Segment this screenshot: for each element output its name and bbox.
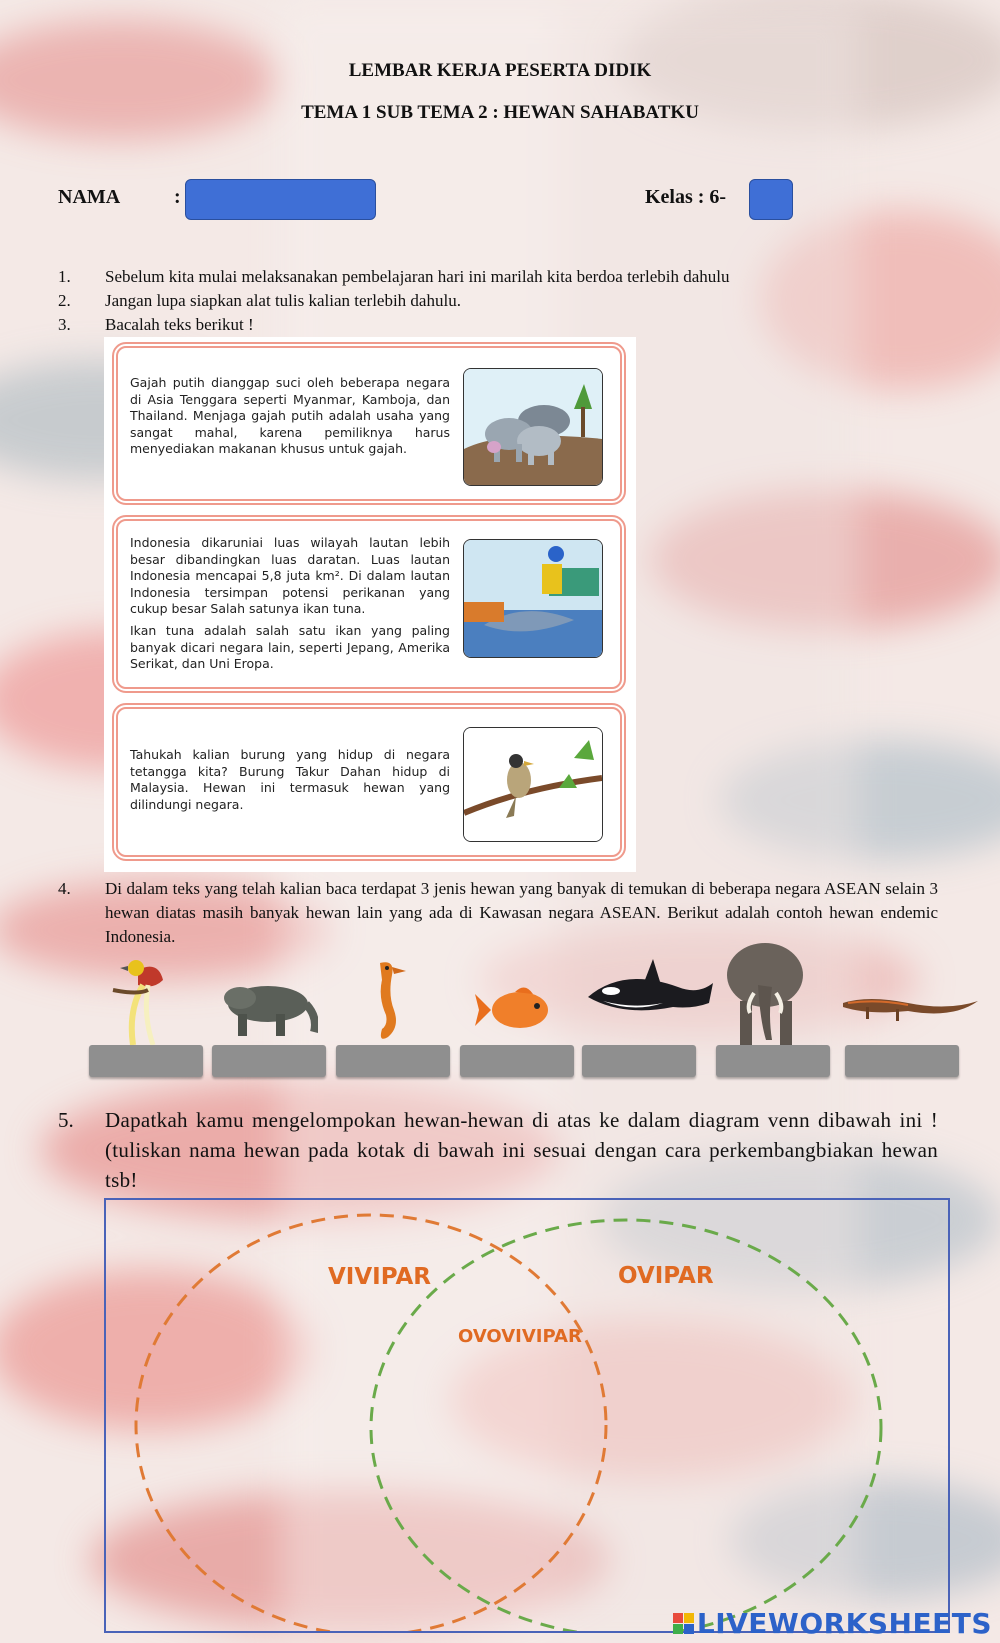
question-5-text: Dapatkah kamu mengelompokan hewan-hewan di atas ke dalam diagram venn dibawah ini ! (tuliskan nama hewan pada kotak di bawah ini sesuai dengan cara perkembangbiakan hewan tsb! <box>105 1108 938 1192</box>
answer-box-3[interactable] <box>336 1045 450 1077</box>
bird-of-paradise-icon <box>108 950 178 1045</box>
question-number: 5. <box>58 1108 74 1132</box>
hornbill-bird-illustration <box>463 727 603 842</box>
name-input[interactable] <box>185 179 376 220</box>
orca-icon <box>583 957 718 1029</box>
vivipar-label: VIVIPAR <box>328 1264 431 1290</box>
venn-diagram <box>104 1198 950 1633</box>
class-input[interactable] <box>749 179 793 220</box>
passage-card-tuna <box>112 515 626 693</box>
ovovivipar-label: OVOVIVIPAR <box>458 1326 582 1347</box>
lizard-icon <box>838 985 983 1025</box>
worksheet-subtitle: TEMA 1 SUB TEMA 2 : HEWAN SAHABATKU <box>301 102 699 123</box>
goldfish-icon <box>475 982 563 1037</box>
seahorse-icon <box>360 955 415 1045</box>
question-text: Di dalam teks yang telah kalian baca terdapat 3 jenis hewan yang banyak di temukan di beberapa negara ASEAN selain 3 hewan diatas masih banyak hewan lain yang ada di Kawasan negara ASEAN. Berikut adalah contoh hewan endemic Indonesia. <box>105 879 938 946</box>
answer-box-7[interactable] <box>845 1045 959 1077</box>
name-label: NAMA <box>58 186 121 208</box>
liveworksheets-logo <box>673 1606 992 1640</box>
instruction-list <box>0 265 1000 340</box>
question-number: 4. <box>58 879 71 898</box>
answer-box-6[interactable] <box>716 1045 830 1077</box>
elephant-illustration <box>463 368 603 486</box>
instruction-number: 3. <box>58 315 71 334</box>
passage-text: Tahukah kalian burung yang hidup di negara tetangga kita? Burung Takur Dahan hidup di Malaysia. Hewan ini termasuk hewan yang dilindungi negara. <box>130 747 450 812</box>
answer-box-1[interactable] <box>89 1045 203 1077</box>
logo-icon <box>673 1613 694 1634</box>
instruction-text: Jangan lupa siapkan alat tulis kalian terlebih dahulu. <box>105 291 461 310</box>
instruction-text: Bacalah teks berikut ! <box>105 315 254 334</box>
komodo-dragon-icon <box>218 972 318 1040</box>
worksheet-title: LEMBAR KERJA PESERTA DIDIK <box>348 60 652 81</box>
fisherman-illustration <box>463 539 603 658</box>
question-4 <box>0 877 1000 952</box>
class-label: Kelas : 6- <box>645 186 727 208</box>
answer-box-5[interactable] <box>582 1045 696 1077</box>
answer-box-4[interactable] <box>460 1045 574 1077</box>
passage-text: Gajah putih dianggap suci oleh beberapa negara di Asia Tenggara seperti Myanmar, Kamboja, dan Thailand. Menjaga gajah putih adalah usaha yang sangat mahal, karena pemiliknya harus menyediakan makanan khusus untuk gajah. <box>130 375 450 456</box>
passage-card-bird <box>112 703 626 861</box>
name-colon: : <box>174 186 181 208</box>
passage-text-2: Ikan tuna adalah salah satu ikan yang paling banyak dicari negara lain, seperti Jepang, Amerika Serikat, dan Uni Eropa. <box>130 623 450 671</box>
instruction-text: Sebelum kita mulai melaksanakan pembelajaran hari ini marilah kita berdoa terlebih dahulu <box>105 267 730 286</box>
instruction-number: 1. <box>58 267 71 286</box>
instruction-number: 2. <box>58 291 71 310</box>
passage-card-elephant <box>112 342 626 505</box>
passage-text: Indonesia dikaruniai luas wilayah lautan lebih besar dibandingkan luas daratan. Luas lautan Indonesia mencapai 5,8 juta km². Di dalam lautan Indonesia tersimpan potensi perikanan yang cukup besar Salah satunya ikan tuna. <box>130 535 450 616</box>
answer-box-2[interactable] <box>212 1045 326 1077</box>
ovipar-label: OVIPAR <box>618 1263 714 1289</box>
elephant-icon <box>720 935 810 1047</box>
reading-passages <box>104 337 636 872</box>
logo-text: LIVEWORKSHEETS <box>696 1606 992 1640</box>
